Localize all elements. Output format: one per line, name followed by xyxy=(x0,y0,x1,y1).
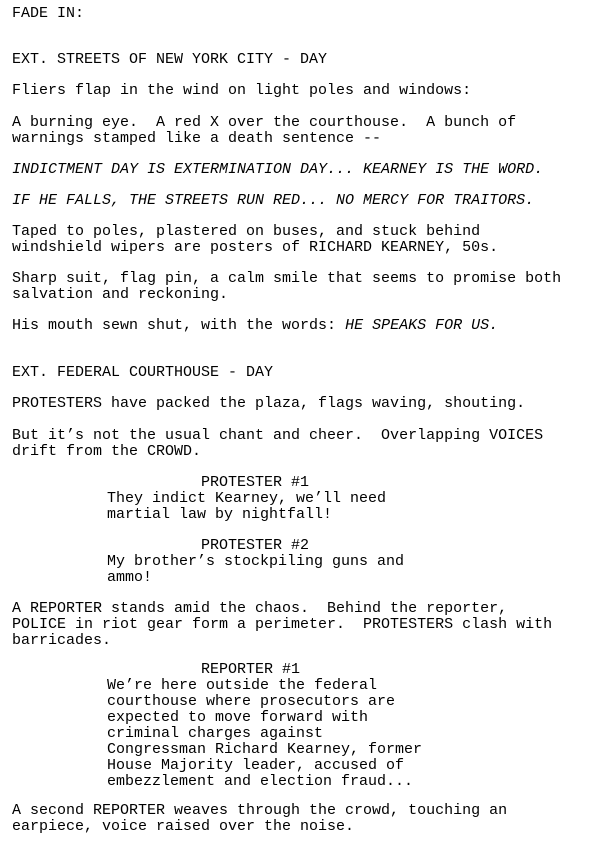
transition-fade-in: FADE IN: xyxy=(12,5,85,22)
action-posters-line1: Taped to poles, plastered on buses, and stuck behind xyxy=(12,223,481,240)
dialogue-reporter-1-line5: Congressman Richard Kearney, former xyxy=(107,741,423,758)
action-reporter-chaos-line3: barricades. xyxy=(12,632,112,649)
dialogue-protester-2-line2: ammo! xyxy=(107,569,153,586)
action-protesters: PROTESTERS have packed the plaza, flags waving, shouting. xyxy=(12,395,526,412)
slogan-streets-run-red: IF HE FALLS, THE STREETS RUN RED... NO MERCY FOR TRAITORS. xyxy=(12,192,535,209)
dialogue-protester-1-line2: martial law by nightfall! xyxy=(107,506,333,523)
character-protester-2: PROTESTER #2 xyxy=(201,537,310,554)
action-burning-eye-line1: A burning eye. A red X over the courthouse. A bunch of xyxy=(12,114,517,131)
action-chant-line2: drift from the CROWD. xyxy=(12,443,202,460)
dialogue-reporter-1-line4: criminal charges against xyxy=(107,725,324,742)
dialogue-reporter-1-line7: embezzlement and election fraud... xyxy=(107,773,414,790)
action-reporter-chaos-line1: A REPORTER stands amid the chaos. Behind the reporter, xyxy=(12,600,508,617)
action-chant-line1: But it’s not the usual chant and cheer. Overlapping VOICES xyxy=(12,427,544,444)
dialogue-protester-2-line1: My brother’s stockpiling guns and xyxy=(107,553,405,570)
action-mouth-sewn xyxy=(12,318,592,334)
dialogue-reporter-1-line6: House Majority leader, accused of xyxy=(107,757,405,774)
action-second-reporter-line2: earpiece, voice raised over the noise. xyxy=(12,818,355,835)
dialogue-protester-1-line1: They indict Kearney, we’ll need xyxy=(107,490,387,507)
action-mouth-sewn-text: His mouth sewn shut, with the words: xyxy=(12,317,346,334)
action-second-reporter-line1: A second REPORTER weaves through the crowd, touching an xyxy=(12,802,508,819)
action-fliers: Fliers flap in the wind on light poles and windows: xyxy=(12,82,472,99)
action-sharp-suit-line1: Sharp suit, flag pin, a calm smile that seems to promise both xyxy=(12,270,562,287)
slogan-indictment-day: INDICTMENT DAY IS EXTERMINATION DAY... KEARNEY IS THE WORD. xyxy=(12,161,544,178)
action-mouth-sewn-italic: HE SPEAKS FOR US. xyxy=(345,317,499,334)
character-protester-1: PROTESTER #1 xyxy=(201,474,310,491)
action-posters-line2: windshield wipers are posters of RICHARD KEARNEY, 50s. xyxy=(12,239,499,256)
action-burning-eye-line2: warnings stamped like a death sentence -- xyxy=(12,130,382,147)
scene-heading-nyc-streets: EXT. STREETS OF NEW YORK CITY - DAY xyxy=(12,51,328,68)
action-reporter-chaos-line2: POLICE in riot gear form a perimeter. PROTESTERS clash with xyxy=(12,616,553,633)
dialogue-reporter-1-line2: courthouse where prosecutors are xyxy=(107,693,396,710)
character-reporter-1: REPORTER #1 xyxy=(201,661,301,678)
dialogue-reporter-1-line3: expected to move forward with xyxy=(107,709,369,726)
scene-heading-federal-courthouse: EXT. FEDERAL COURTHOUSE - DAY xyxy=(12,364,274,381)
action-sharp-suit-line2: salvation and reckoning. xyxy=(12,286,229,303)
dialogue-reporter-1-line1: We’re here outside the federal xyxy=(107,677,378,694)
